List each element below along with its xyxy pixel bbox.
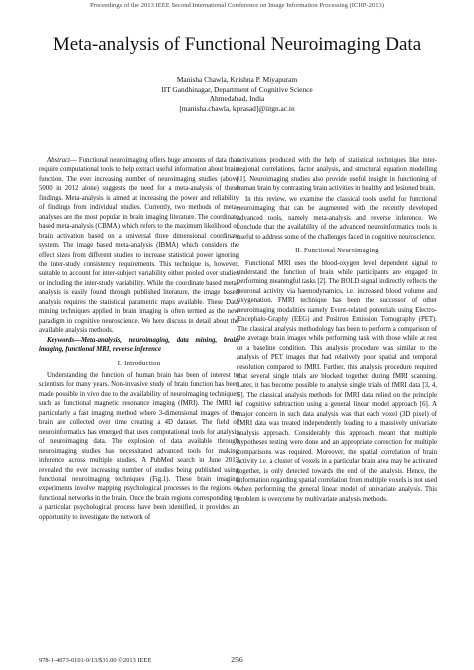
keywords: Keywords—Meta-analysis, neuroimaging, data mining, brain imaging, functional MRI, reverse inference — [39, 336, 239, 354]
abstract-paragraph — [39, 156, 239, 336]
review-paragraph: In this review, we examine the classical tools useful for functional neuroimaging that can be augmented with the recently developed advanced tools, namely meta-analysis and reverse inference. We conclude that the availability of the advanced neuroinformatics tools is useful to address some of the challenges faced in cognitive neuroscience. — [237, 195, 437, 241]
body-paragraph-continued: activations produced with the help of statistical techniques like inter-regional correlations, factor analysis, and structural equation modelling [1]. Neuroimaging studies also provide useful insight in functioning of human brain by contrasting brain activities in healthy and lesioned brain. — [237, 157, 437, 193]
abstract-label: Abstract — [47, 157, 71, 164]
author-location: Ahmedabad, India — [209, 94, 265, 104]
section-heading-functional-neuroimaging: II. Functional Neuroimaging — [295, 247, 379, 255]
right-column — [237, 156, 437, 504]
page-number: 256 — [231, 655, 243, 664]
author-affiliation: IIT Gandhinagar, Department of Cognitive Science — [161, 84, 313, 94]
fmri-paragraph: Functional MRI uses the blood-oxygen level dependent signal to understand the function of brain while participants are engaged in performing meaningful tasks [2]. The BOLD signal indirectly reflects the neuronal activity via haemodynamics, i.e. increased blood volume and oxygenation. FMRI technique has been the successor of other neuroimaging modalities namely Event-related potentials using Electro-Encephalo-Graphy (EEG) and Positron Emission Tomography (PET). The classical analysis methodology has been to perform a comparison of the average brain images while performing task with those while at rest or a baseline condition. This analysis procedure was similar to the analysis of PET images that had relatively poor spatial and temporal resolution compared to fMRI. Further, this analysis procedure required that several single trials are blocked together during fMRI scanning. Later, it has become possible to analyse single trials of fMRI data [3, 4, 5]. The classical analysis methods for fMRI data relied on the principle of cognitive subtraction using a general linear model approach [6]. A major concern in such data analysis was that each voxel (3D pixel) of fMRI data was treated independently leading to a massively univariate analysis approach. Considerably this approach meant that multiple hypotheses testing were done and an appropriate correction for multiple comparisons was required. Moreover, the spatial correlation of brain activity i.e. a cluster of voxels in a particular brain area may be activated together, is only detected towards the end of the analysis. Hence, the information regarding spatial correlation from multiple voxels is not used when performing the general linear model of univariate analysis. This problem is overcome by multivariate analysis methods. — [237, 259, 437, 503]
paper-title: Meta-analysis of Functional Neuroimaging Data — [52, 34, 422, 55]
author-names: Manisha Chawla, Krishna P. Miyapuram — [176, 75, 298, 84]
section-heading-introduction: I. Introduction — [117, 359, 161, 367]
abstract-text: — Functional neuroimaging offers huge amounts of data that require computational tools to help extract useful information about brain function. The ever increasing number of neuroimaging studies (above 5000 in 2012 alone) suggests the need for a meta-analysis of these findings. Meta-analysis is aimed at increasing the power and reliability of findings from individual studies. Currently, two methods of meta-analyses are the most popular in brain imaging literature. The coordinate based meta-analysis (CBMA) which refers to the maximum likelihood of brain activation based on a universal three dimensional coordinate system. The image based meta-analysis (IBMA) which considers the effect sizes from different studies to increase statistical power ignoring the inter-study consistency requirements. This technique is, however, suitable to account for inter-subject variability either pooled over studies or including the inter-study variability. While the coordinate based meta-analysis is easily found through published literature, the image based analysis requires the statistical parametric maps available. These Data mining techniques applied in brain imaging is often termed as the new paradigm in cognitive neuroscience. We here discuss in detail about the available analysis methods. — [39, 157, 239, 335]
footer-isbn: 978-1-4673-6101-9/13/$31.00 ©2013 IEEE — [39, 657, 152, 664]
author-emails: [manisha.chawla, kprasad]@iitgn.ac.in — [179, 103, 295, 113]
introduction-paragraph: Understanding the function of human brain has been of interest to scientists for many years. Non-invasive study of brain function has been made possible in vivo due to the availability of neuroimaging techniques such as functional magnetic resonance imaging (fMRI). The fMRI is particularly a fast imaging method where 3-dimensional images of the brain are collected over time creating a 4D dataset. The field of neuroinformatics has emerged that uses computational tools for analysis of neuroimaging data. The explosion of data available through neuroimaging studies has necessitated advanced tools for making inference across multiple studies. A PubMed search in June 2013 revealed the ever increasing number of studies being published using functional neuroimaging techniques (Fig.1). These brain imaging experiments involve mapping psychological processes to the regions or functional networks in the brain. Once the brain regions corresponding to a particular psychological process have been identified, it provides an opportunity to investigate the network of — [39, 371, 239, 521]
running-header: Proceedings of the 2013 IEEE Second International Conference on Image Information Processing (ICIIP-2013) — [89, 2, 385, 9]
left-column — [39, 156, 239, 522]
author-block — [0, 75, 474, 113]
